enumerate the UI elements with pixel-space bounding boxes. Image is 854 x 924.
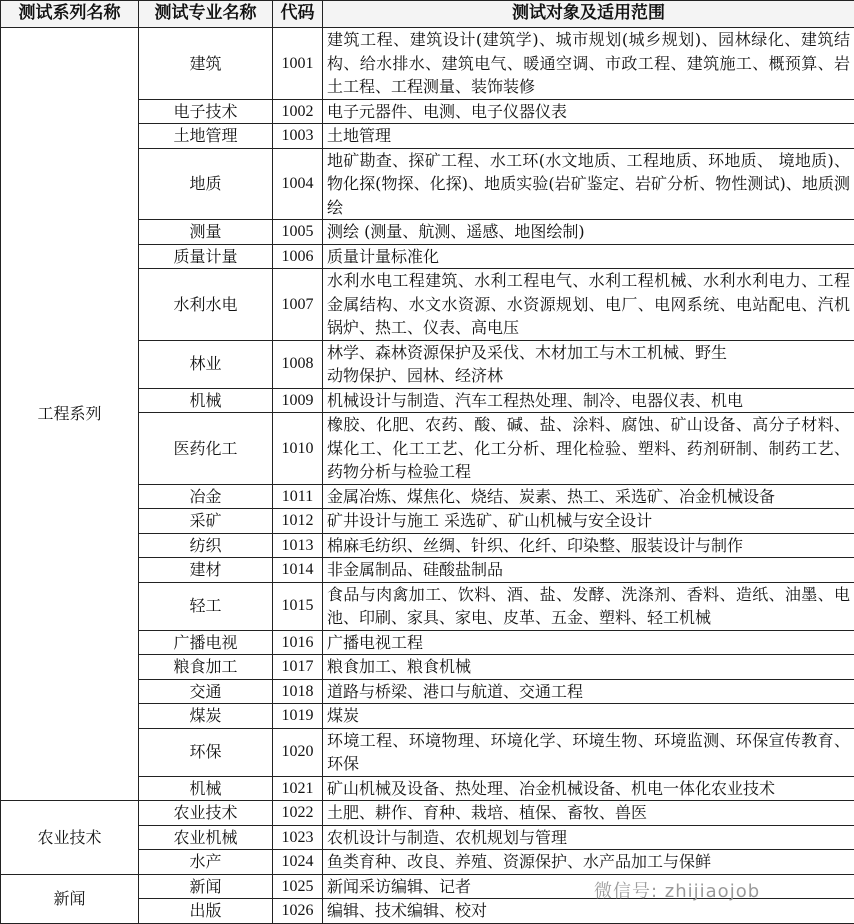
- major-name-cell: 环保: [139, 728, 273, 776]
- code-cell: 1025: [273, 874, 323, 899]
- scope-cell: 环境工程、环境物理、环境化学、环境生物、环境监测、环保宣传教育、环保: [323, 728, 854, 776]
- code-cell: 1001: [273, 28, 323, 100]
- code-cell: 1015: [273, 582, 323, 630]
- scope-cell: 测绘 (测量、航测、遥感、地图绘制): [323, 220, 854, 245]
- code-cell: 1022: [273, 801, 323, 826]
- major-name-cell: 农业技术: [139, 801, 273, 826]
- major-name-cell: 地质: [139, 148, 273, 220]
- scope-cell: 新闻采访编辑、记者: [323, 874, 854, 899]
- major-name-cell: 粮食加工: [139, 655, 273, 680]
- scope-cell: 食品与肉禽加工、饮料、酒、盐、发酵、洗涤剂、香料、造纸、油墨、电池、印刷、家具、家电、皮革、五金、塑料、轻工机械: [323, 582, 854, 630]
- code-cell: 1004: [273, 148, 323, 220]
- major-name-cell: 煤炭: [139, 704, 273, 729]
- code-cell: 1016: [273, 630, 323, 655]
- code-cell: 1021: [273, 776, 323, 801]
- code-cell: 1006: [273, 244, 323, 269]
- major-name-cell: 水利水电: [139, 269, 273, 341]
- code-cell: 1026: [273, 899, 323, 924]
- code-cell: 1007: [273, 269, 323, 341]
- header-system: 测试系列名称: [1, 1, 139, 28]
- table-row: [1, 801, 854, 826]
- major-name-cell: 医药化工: [139, 413, 273, 485]
- major-name-cell: 林业: [139, 340, 273, 388]
- major-name-cell: 建材: [139, 558, 273, 583]
- scope-cell: 粮食加工、粮食机械: [323, 655, 854, 680]
- header-row: [1, 1, 854, 28]
- scope-cell: 质量计量标准化: [323, 244, 854, 269]
- code-cell: 1010: [273, 413, 323, 485]
- table-row: [1, 28, 854, 100]
- major-name-cell: 土地管理: [139, 124, 273, 149]
- scope-cell: 橡胶、化肥、农药、酸、碱、盐、涂料、腐蚀、矿山设备、高分子材料、煤化工、化工工艺、化工分析、理化检验、塑料、药剂研制、制药工艺、药物分析与检验工程: [323, 413, 854, 485]
- scope-cell: 广播电视工程: [323, 630, 854, 655]
- major-name-cell: 新闻: [139, 874, 273, 899]
- scope-cell: 土肥、耕作、育种、栽培、植保、畜牧、兽医: [323, 801, 854, 826]
- scope-cell: 金属冶炼、煤焦化、烧结、炭素、热工、采选矿、冶金机械设备: [323, 484, 854, 509]
- scope-cell: 鱼类育种、改良、养殖、资源保护、水产品加工与保鲜: [323, 850, 854, 875]
- code-cell: 1019: [273, 704, 323, 729]
- code-cell: 1002: [273, 99, 323, 124]
- code-cell: 1024: [273, 850, 323, 875]
- scope-cell: 建筑工程、建筑设计(建筑学)、城市规划(城乡规划)、园林绿化、建筑结构、给水排水、建筑电气、暖通空调、市政工程、建筑施工、概预算、岩土工程、工程测量、装饰装修: [323, 28, 854, 100]
- major-name-cell: 冶金: [139, 484, 273, 509]
- scope-cell: 机械设计与制造、汽车工程热处理、制冷、电器仪表、机电: [323, 388, 854, 413]
- code-cell: 1018: [273, 679, 323, 704]
- major-name-cell: 建筑: [139, 28, 273, 100]
- code-cell: 1009: [273, 388, 323, 413]
- major-name-cell: 出版: [139, 899, 273, 924]
- code-cell: 1005: [273, 220, 323, 245]
- code-cell: 1008: [273, 340, 323, 388]
- scope-cell: 矿山机械及设备、热处理、冶金机械设备、机电一体化农业技术: [323, 776, 854, 801]
- system-name-cell: 农业技术: [1, 801, 139, 875]
- major-name-cell: 轻工: [139, 582, 273, 630]
- scope-cell: 林学、森林资源保护及采伐、木材加工与木工机械、野生 动物保护、园林、经济林: [323, 340, 854, 388]
- system-name-cell: 新闻: [1, 874, 139, 923]
- scope-cell: 道路与桥梁、港口与航道、交通工程: [323, 679, 854, 704]
- wechat-watermark: 微信号: zhijiaojob: [594, 877, 760, 903]
- header-major: 测试专业名称: [139, 1, 273, 28]
- major-name-cell: 采矿: [139, 509, 273, 534]
- code-cell: 1013: [273, 533, 323, 558]
- major-name-cell: 机械: [139, 388, 273, 413]
- system-name-cell: 工程系列: [1, 28, 139, 801]
- major-name-cell: 水产: [139, 850, 273, 875]
- scope-cell: 地矿勘查、探矿工程、水工环(水文地质、工程地质、环地质、 境地质)、物化探(物探、化探)、地质实验(岩矿鉴定、岩矿分析、物性测试)、地质测绘: [323, 148, 854, 220]
- header-code: 代码: [273, 1, 323, 28]
- scope-cell: 非金属制品、硅酸盐制品: [323, 558, 854, 583]
- major-name-cell: 测量: [139, 220, 273, 245]
- code-cell: 1003: [273, 124, 323, 149]
- scope-cell: 棉麻毛纺织、丝绸、针织、化纤、印染整、服装设计与制作: [323, 533, 854, 558]
- major-name-cell: 农业机械: [139, 825, 273, 850]
- scope-cell: 水利水电工程建筑、水利工程电气、水利工程机械、水利水利电力、工程金属结构、水文水资源、水资源规划、电厂、电网系统、电站配电、汽机锅炉、热工、仪表、高电压: [323, 269, 854, 341]
- major-name-cell: 交通: [139, 679, 273, 704]
- code-cell: 1017: [273, 655, 323, 680]
- code-cell: 1023: [273, 825, 323, 850]
- table-body: [1, 28, 854, 924]
- major-name-cell: 电子技术: [139, 99, 273, 124]
- code-cell: 1011: [273, 484, 323, 509]
- scope-cell: 编辑、技术编辑、校对: [323, 899, 854, 924]
- code-cell: 1020: [273, 728, 323, 776]
- major-name-cell: 纺织: [139, 533, 273, 558]
- major-name-cell: 质量计量: [139, 244, 273, 269]
- scope-cell: 农机设计与制造、农机规划与管理: [323, 825, 854, 850]
- code-cell: 1012: [273, 509, 323, 534]
- major-name-cell: 机械: [139, 776, 273, 801]
- scope-cell: 煤炭: [323, 704, 854, 729]
- scope-cell: 矿井设计与施工 采选矿、矿山机械与安全设计: [323, 509, 854, 534]
- code-cell: 1014: [273, 558, 323, 583]
- header-scope: 测试对象及适用范围: [323, 1, 854, 28]
- major-name-cell: 广播电视: [139, 630, 273, 655]
- scope-cell: 电子元器件、电测、电子仪器仪表: [323, 99, 854, 124]
- scope-cell: 土地管理: [323, 124, 854, 149]
